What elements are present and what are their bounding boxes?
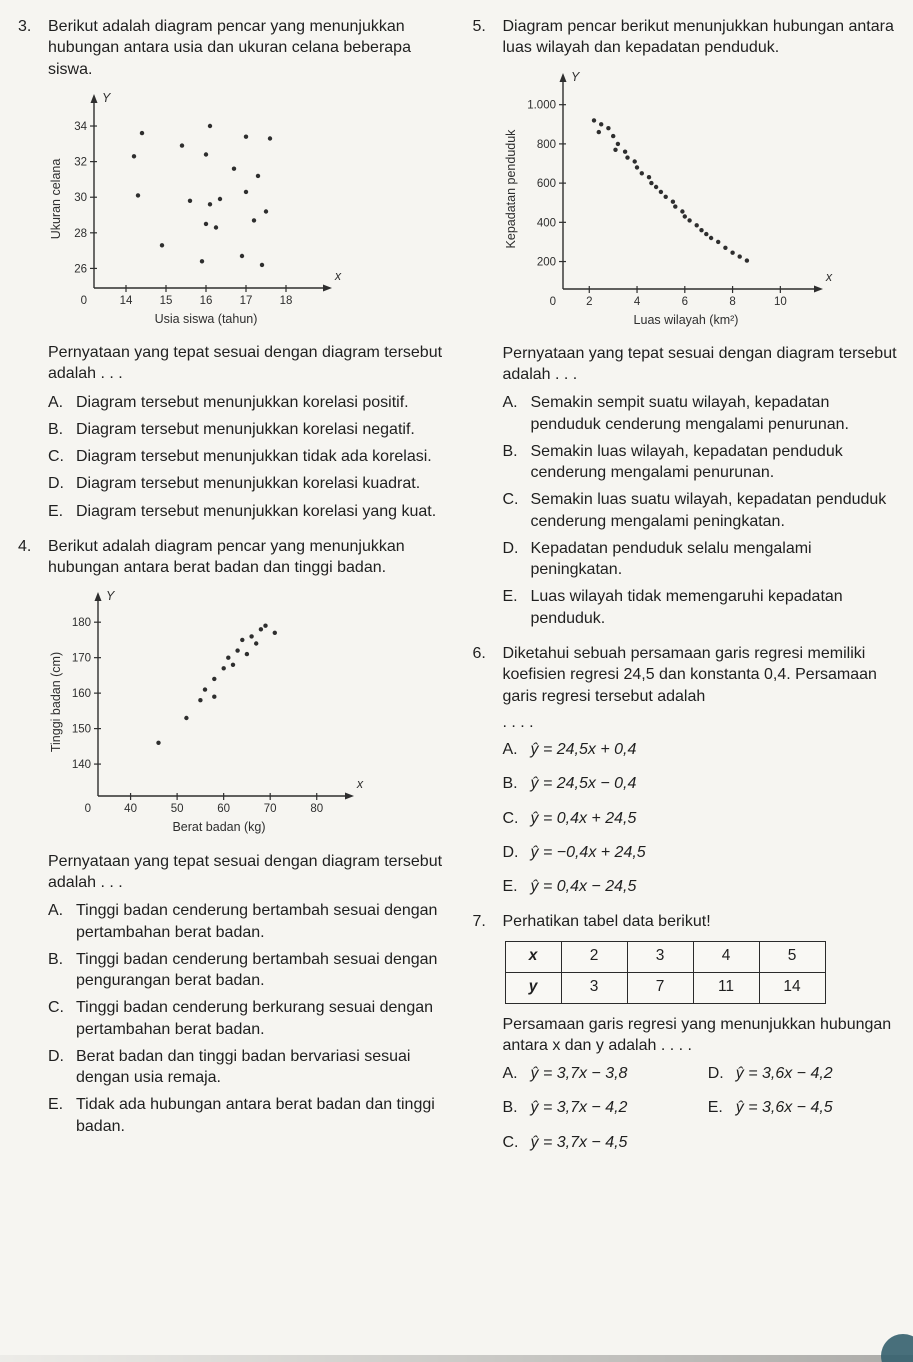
- option-text: Diagram tersebut menunjukkan tidak ada korelasi.: [76, 448, 432, 466]
- option-letter: A.: [48, 902, 64, 920]
- option-equation: ŷ = 0,4x − 24,5: [530, 878, 637, 896]
- svg-text:50: 50: [170, 803, 184, 816]
- q3-option-e: [48, 501, 445, 522]
- option-equation: ŷ = 3,7x − 4,2: [530, 1099, 628, 1117]
- question-text: Berikut adalah diagram pencar yang menunjukkan hubungan antara usia dan ukuran celana beberapa siswa.: [48, 18, 411, 78]
- option-text: Semakin luas wilayah, kepadatan penduduk cenderung mengalami penurunan.: [530, 442, 843, 482]
- option-equation: ŷ = 3,7x − 3,8: [530, 1065, 628, 1083]
- svg-text:180: 180: [71, 617, 91, 630]
- table-cell: 14: [759, 972, 825, 1003]
- option-text: Berat badan dan tinggi badan bervariasi sesuai dengan usia remaja.: [76, 1047, 411, 1087]
- q4-option-e: [48, 1094, 445, 1137]
- svg-text:200: 200: [536, 256, 556, 269]
- option-text: Diagram tersebut menunjukkan korelasi positif.: [76, 393, 409, 411]
- question-3-options: [48, 392, 445, 522]
- svg-text:6: 6: [681, 295, 688, 308]
- question-4-options: [48, 900, 445, 1137]
- svg-text:x: x: [356, 777, 364, 792]
- option-letter: D.: [707, 1065, 724, 1083]
- option-equation: ŷ = −0,4x + 24,5: [530, 843, 646, 861]
- question-prompt: Persamaan garis regresi yang menunjukkan hubungan antara x dan y adalah . . . .: [502, 1015, 892, 1054]
- option-equation: ŷ = 3,6x − 4,2: [735, 1065, 833, 1083]
- option-equation: ŷ = 3,7x − 4,5: [530, 1133, 628, 1151]
- svg-text:0: 0: [80, 294, 87, 307]
- option-letter: E.: [48, 1096, 64, 1114]
- question-body: [48, 536, 445, 1137]
- table-cell: 3: [561, 972, 627, 1003]
- q4-option-a: [48, 900, 445, 943]
- svg-text:170: 170: [71, 653, 91, 666]
- svg-text:80: 80: [310, 803, 324, 816]
- question-number: 6.: [472, 644, 486, 662]
- question-number: 3.: [18, 18, 32, 35]
- question-prompt: Pernyataan yang tepat sesuai dengan diagram tersebut adalah . . .: [48, 852, 443, 891]
- option-letter: E.: [502, 878, 518, 896]
- option-letter: D.: [502, 539, 519, 557]
- q7-option-b: [503, 1097, 694, 1118]
- q6-option-a: [503, 739, 900, 760]
- svg-text:400: 400: [536, 216, 556, 229]
- scatter-chart-usia-ukuran-celana: [48, 86, 445, 334]
- table-row-label: x: [505, 941, 561, 972]
- svg-text:8: 8: [728, 295, 736, 308]
- question-prompt: Pernyataan yang tepat sesuai dengan diagram tersebut adalah . . .: [48, 344, 443, 383]
- question-number: 7.: [472, 913, 486, 931]
- option-letter: E.: [502, 588, 518, 606]
- option-equation: ŷ = 24,5x + 0,4: [530, 741, 637, 759]
- q6-option-c: [503, 808, 900, 829]
- q6-option-d: [503, 842, 900, 863]
- question-7-options: [503, 1063, 900, 1153]
- options-column-1: [503, 1063, 694, 1153]
- option-letter: A.: [502, 394, 518, 412]
- svg-text:x: x: [334, 268, 342, 283]
- option-letter: C.: [48, 999, 64, 1017]
- data-table: [505, 941, 826, 1004]
- svg-text:Y: Y: [570, 69, 579, 84]
- q5-option-a: [503, 392, 900, 435]
- question-text: Diagram pencar berikut menunjukkan hubungan antara luas wilayah dan kepadatan penduduk.: [502, 18, 894, 57]
- svg-text:4: 4: [633, 295, 640, 308]
- question-text: Perhatikan tabel data berikut!: [502, 913, 711, 931]
- svg-text:150: 150: [71, 724, 91, 737]
- svg-text:26: 26: [74, 263, 87, 276]
- table-cell: 7: [627, 972, 693, 1003]
- svg-text:70: 70: [263, 803, 277, 816]
- option-text: Diagram tersebut menunjukkan korelasi kuadrat.: [76, 475, 421, 493]
- question-text: Berikut adalah diagram pencar yang menunjukkan hubungan antara berat badan dan tinggi badan.: [48, 537, 405, 577]
- svg-text:0: 0: [549, 295, 556, 308]
- option-letter: D.: [502, 843, 519, 861]
- option-text: Semakin luas suatu wilayah, kepadatan penduduk cenderung mengalami peningkatan.: [530, 491, 887, 530]
- option-letter: C.: [502, 491, 519, 509]
- option-text: Diagram tersebut menunjukkan korelasi yang kuat.: [76, 502, 437, 520]
- option-letter: C.: [502, 1133, 519, 1151]
- option-letter: B.: [48, 950, 64, 968]
- scatter-chart-berat-tinggi-badan: [48, 584, 445, 842]
- option-text: Semakin sempit suatu wilayah, kepadatan penduduk cenderung mengalami penurunan.: [530, 394, 849, 433]
- svg-text:2: 2: [585, 295, 592, 308]
- answer-ellipsis: . . . .: [502, 713, 534, 731]
- q3-option-d: [48, 473, 445, 494]
- svg-text:x: x: [825, 269, 832, 284]
- svg-text:28: 28: [74, 227, 87, 240]
- table-row-label: y: [505, 972, 561, 1003]
- question-body: [503, 16, 900, 629]
- svg-text:17: 17: [239, 294, 253, 307]
- q3-option-b: [48, 419, 445, 440]
- q7-option-d: [708, 1063, 899, 1084]
- table-row-x: [505, 941, 825, 972]
- option-letter: D.: [48, 475, 64, 493]
- q5-option-b: [503, 441, 900, 484]
- q5-option-d: [503, 538, 900, 581]
- table-cell: 4: [693, 941, 759, 972]
- question-5: [473, 16, 900, 629]
- svg-text:30: 30: [74, 192, 87, 205]
- q4-option-d: [48, 1046, 445, 1089]
- question-4: [18, 536, 445, 1137]
- svg-text:Usia siswa (tahun): Usia siswa (tahun): [154, 311, 258, 326]
- question-number: 4.: [18, 537, 32, 555]
- svg-text:16: 16: [199, 294, 213, 307]
- question-prompt: Pernyataan yang tepat sesuai dengan diagram tersebut adalah . . .: [502, 344, 897, 384]
- option-letter: B.: [502, 775, 518, 793]
- question-number: 5.: [472, 18, 486, 35]
- question-7: [473, 911, 900, 1153]
- question-body: [48, 16, 445, 522]
- svg-text:15: 15: [159, 294, 173, 307]
- option-equation: ŷ = 0,4x + 24,5: [530, 809, 637, 827]
- svg-text:14: 14: [119, 294, 133, 307]
- svg-text:60: 60: [217, 803, 231, 816]
- svg-text:Tinggi badan (cm): Tinggi badan (cm): [49, 652, 63, 753]
- table-cell: 11: [693, 972, 759, 1003]
- table-cell: 3: [627, 941, 693, 972]
- table-cell: 5: [759, 941, 825, 972]
- svg-text:10: 10: [773, 295, 787, 308]
- svg-text:Luas wilayah (km²): Luas wilayah (km²): [633, 312, 738, 327]
- option-text: Diagram tersebut menunjukkan korelasi negatif.: [76, 420, 415, 438]
- option-letter: E.: [707, 1099, 723, 1117]
- question-3: [18, 16, 445, 522]
- page-edge-shadow: [0, 1355, 913, 1362]
- option-letter: A.: [502, 1065, 518, 1083]
- question-6: [473, 643, 900, 897]
- option-text: Tinggi badan cenderung berkurang sesuai dengan pertambahan berat badan.: [76, 999, 434, 1038]
- svg-text:Y: Y: [106, 589, 115, 604]
- table-cell: 2: [561, 941, 627, 972]
- q4-option-b: [48, 949, 445, 992]
- option-equation: ŷ = 24,5x − 0,4: [530, 775, 637, 793]
- q3-option-c: [48, 446, 445, 467]
- svg-text:32: 32: [74, 156, 87, 169]
- option-letter: B.: [48, 420, 64, 438]
- q7-option-e: [708, 1097, 899, 1118]
- svg-text:18: 18: [279, 294, 293, 307]
- svg-text:Y: Y: [102, 90, 111, 105]
- option-text: Kepadatan penduduk selalu mengalami peningkatan.: [530, 539, 812, 579]
- svg-text:800: 800: [536, 138, 556, 151]
- option-text: Luas wilayah tidak memengaruhi kepadatan penduduk.: [530, 588, 843, 627]
- option-letter: C.: [502, 809, 519, 827]
- option-letter: A.: [48, 393, 64, 411]
- svg-text:600: 600: [536, 177, 556, 190]
- q6-option-b: [503, 773, 900, 794]
- q5-option-e: [503, 586, 900, 629]
- option-letter: C.: [48, 448, 64, 466]
- question-5-options: [503, 392, 900, 629]
- svg-text:40: 40: [124, 803, 137, 816]
- svg-text:0: 0: [84, 803, 91, 816]
- option-letter: A.: [502, 741, 518, 759]
- svg-text:Ukuran celana: Ukuran celana: [49, 158, 63, 240]
- svg-text:160: 160: [71, 688, 91, 701]
- svg-text:34: 34: [74, 120, 87, 133]
- question-text: Diketahui sebuah persamaan garis regresi memiliki koefisien regresi 24,5 dan konstanta 0,4. Persamaan garis regresi tersebut adalah: [502, 644, 877, 705]
- q7-option-a: [503, 1063, 694, 1084]
- q3-option-a: [48, 392, 445, 413]
- option-text: Tinggi badan cenderung bertambah sesuai dengan pengurangan berat badan.: [76, 950, 438, 990]
- question-body: [503, 911, 900, 1153]
- left-column: [18, 16, 445, 1354]
- svg-text:Kepadatan penduduk: Kepadatan penduduk: [503, 129, 518, 248]
- scatter-chart-luas-kepadatan: [503, 65, 900, 335]
- question-body: [503, 643, 900, 897]
- option-text: Tinggi badan cenderung bertambah sesuai dengan pertambahan berat badan.: [76, 902, 438, 941]
- q7-option-c: [503, 1132, 694, 1153]
- options-column-2: [708, 1063, 899, 1153]
- right-column: [473, 16, 900, 1354]
- svg-text:1.000: 1.000: [526, 99, 556, 112]
- svg-text:Berat badan (kg): Berat badan (kg): [172, 820, 266, 835]
- question-6-options: [503, 739, 900, 897]
- svg-text:140: 140: [71, 759, 91, 772]
- option-equation: ŷ = 3,6x − 4,5: [735, 1099, 833, 1117]
- q4-option-c: [48, 997, 445, 1040]
- q6-option-e: [503, 876, 900, 897]
- q5-option-c: [503, 489, 900, 532]
- option-letter: B.: [502, 442, 518, 460]
- option-text: Tidak ada hubungan antara berat badan dan tinggi badan.: [76, 1096, 435, 1135]
- option-letter: E.: [48, 502, 64, 520]
- table-row-y: [505, 972, 825, 1003]
- option-letter: B.: [502, 1099, 518, 1117]
- option-letter: D.: [48, 1047, 64, 1065]
